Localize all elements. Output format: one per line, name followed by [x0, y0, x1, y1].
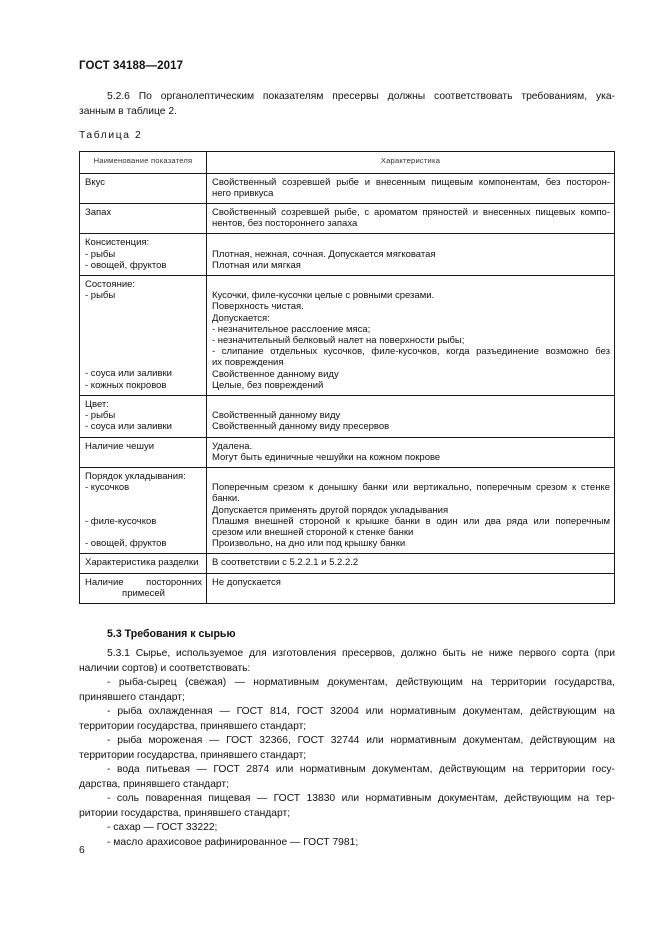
table-row [80, 437, 615, 467]
table-header-row [80, 152, 615, 174]
indicator-characteristic: Свойственный данному виду Свойственный данному виду пресервов [207, 395, 615, 437]
body-line: - соль поваренная пищевая — ГОСТ 13830 или нормативным документам, действующим на тер- [107, 793, 615, 804]
page-number: 6 [79, 845, 85, 856]
indicator-name: Состояние: - рыбы - соуса или заливки - кожных покровов [80, 275, 207, 395]
table-row [80, 395, 615, 437]
indicator-characteristic: Не допускается [207, 573, 615, 603]
indicator-characteristic: Свойственный созревшей рыбе и внесенным пищевым компонентам, без посторон- него привкуса [207, 173, 615, 203]
indicator-name: Вкус [80, 173, 207, 203]
body-line: территории государства, принявшего стандарт; [79, 749, 307, 761]
indicator-characteristic: В соответствии с 5.2.2.1 и 5.2.2.2 [207, 554, 615, 573]
body-line: - рыба-сырец (свежая) — нормативным документам, действующим на территории государства, [107, 677, 615, 688]
intro-line-2: занным в таблице 2. [79, 105, 177, 117]
body-line: ритории государства, принявшего стандарт; [79, 807, 291, 819]
table-row [80, 554, 615, 573]
header-characteristic: Характеристика [207, 152, 615, 174]
table-row [80, 467, 615, 553]
header-indicator-name: Наименование показателя [80, 152, 207, 174]
body-line: дарства, принявшего стандарт; [79, 778, 229, 790]
section-title: 5.3 Требования к сырью [107, 628, 236, 640]
indicator-characteristic: Удалена. Могут быть единичные чешуйки на кожном покрове [207, 437, 615, 467]
body-line: территории государства, принявшего стандарт; [79, 720, 307, 732]
table-row [80, 275, 615, 395]
indicator-name: Наличие посторонних примесей [80, 573, 207, 603]
body-line: 5.3.1 Сырье, используемое для изготовления пресервов, должно быть не ниже первого сорта (при [107, 648, 615, 659]
body-line: - масло арахисовое рафинированное — ГОСТ 7981; [107, 836, 359, 848]
section-body [79, 647, 615, 850]
body-line: - рыба мороженая — ГОСТ 32366, ГОСТ 32744 или нормативным документам, действующим на [107, 735, 615, 746]
table-row [80, 203, 615, 233]
indicator-name: Консистенция: - рыбы - овощей, фруктов [80, 234, 207, 276]
indicator-characteristic: Кусочки, филе-кусочки целые с ровными срезами. Поверхность чистая. Допускается: - незначительное расслоение мяса; - незначительный белковый налет на поверхности рыбы; - слипание отдельных кусочков, филе-кусочков, когда разъединение возможно без их повреждения Свойственное данному виду Целые, без повреждений [207, 275, 615, 395]
body-line: - рыба охлажденная — ГОСТ 814, ГОСТ 32004 или нормативным документам, действующим на [107, 706, 615, 717]
body-line: наличии сортов) и соответствовать: [79, 662, 251, 674]
body-line: - сахар — ГОСТ 33222; [107, 822, 218, 833]
intro-line-1: 5.2.6 По органолептическим показателям пресервы должны соответствовать требованиям, ука- [107, 91, 615, 102]
indicator-name: Запах [80, 203, 207, 233]
intro-paragraph [79, 90, 615, 119]
indicator-characteristic: Поперечным срезом к донышку банки или вертикально, поперечным срезом к стенке банки. Допускается применять другой порядок укладывания Плашмя внешней стороной к крышке банки в один или два ряда или поперечным срезом или внешней стороной к стенке банки Произвольно, на дно или под крышку банки [207, 467, 615, 553]
body-line: - вода питьевая — ГОСТ 2874 или нормативным документам, действующим на территории госу- [107, 764, 615, 775]
indicator-name: Цвет: - рыбы - соуса или заливки [80, 395, 207, 437]
indicator-name: Порядок укладывания: - кусочков - филе-кусочков - овощей, фруктов [80, 467, 207, 553]
body-line: принявшего стандарт; [79, 691, 185, 703]
indicator-characteristic: Свойственный созревшей рыбе, с ароматом пряностей и внесенных пищевых компо- нентов, без постороннего запаха [207, 203, 615, 233]
table-row [80, 234, 615, 276]
table-row [80, 173, 615, 203]
indicator-characteristic: Плотная, нежная, сочная. Допускается мягковатая Плотная или мягкая [207, 234, 615, 276]
document-header: ГОСТ 34188—2017 [79, 60, 184, 72]
table-row [80, 573, 615, 603]
table-caption: Таблица 2 [79, 130, 143, 141]
requirements-table [79, 151, 615, 604]
indicator-name: Характеристика разделки [80, 554, 207, 573]
indicator-name: Наличие чешуи [80, 437, 207, 467]
